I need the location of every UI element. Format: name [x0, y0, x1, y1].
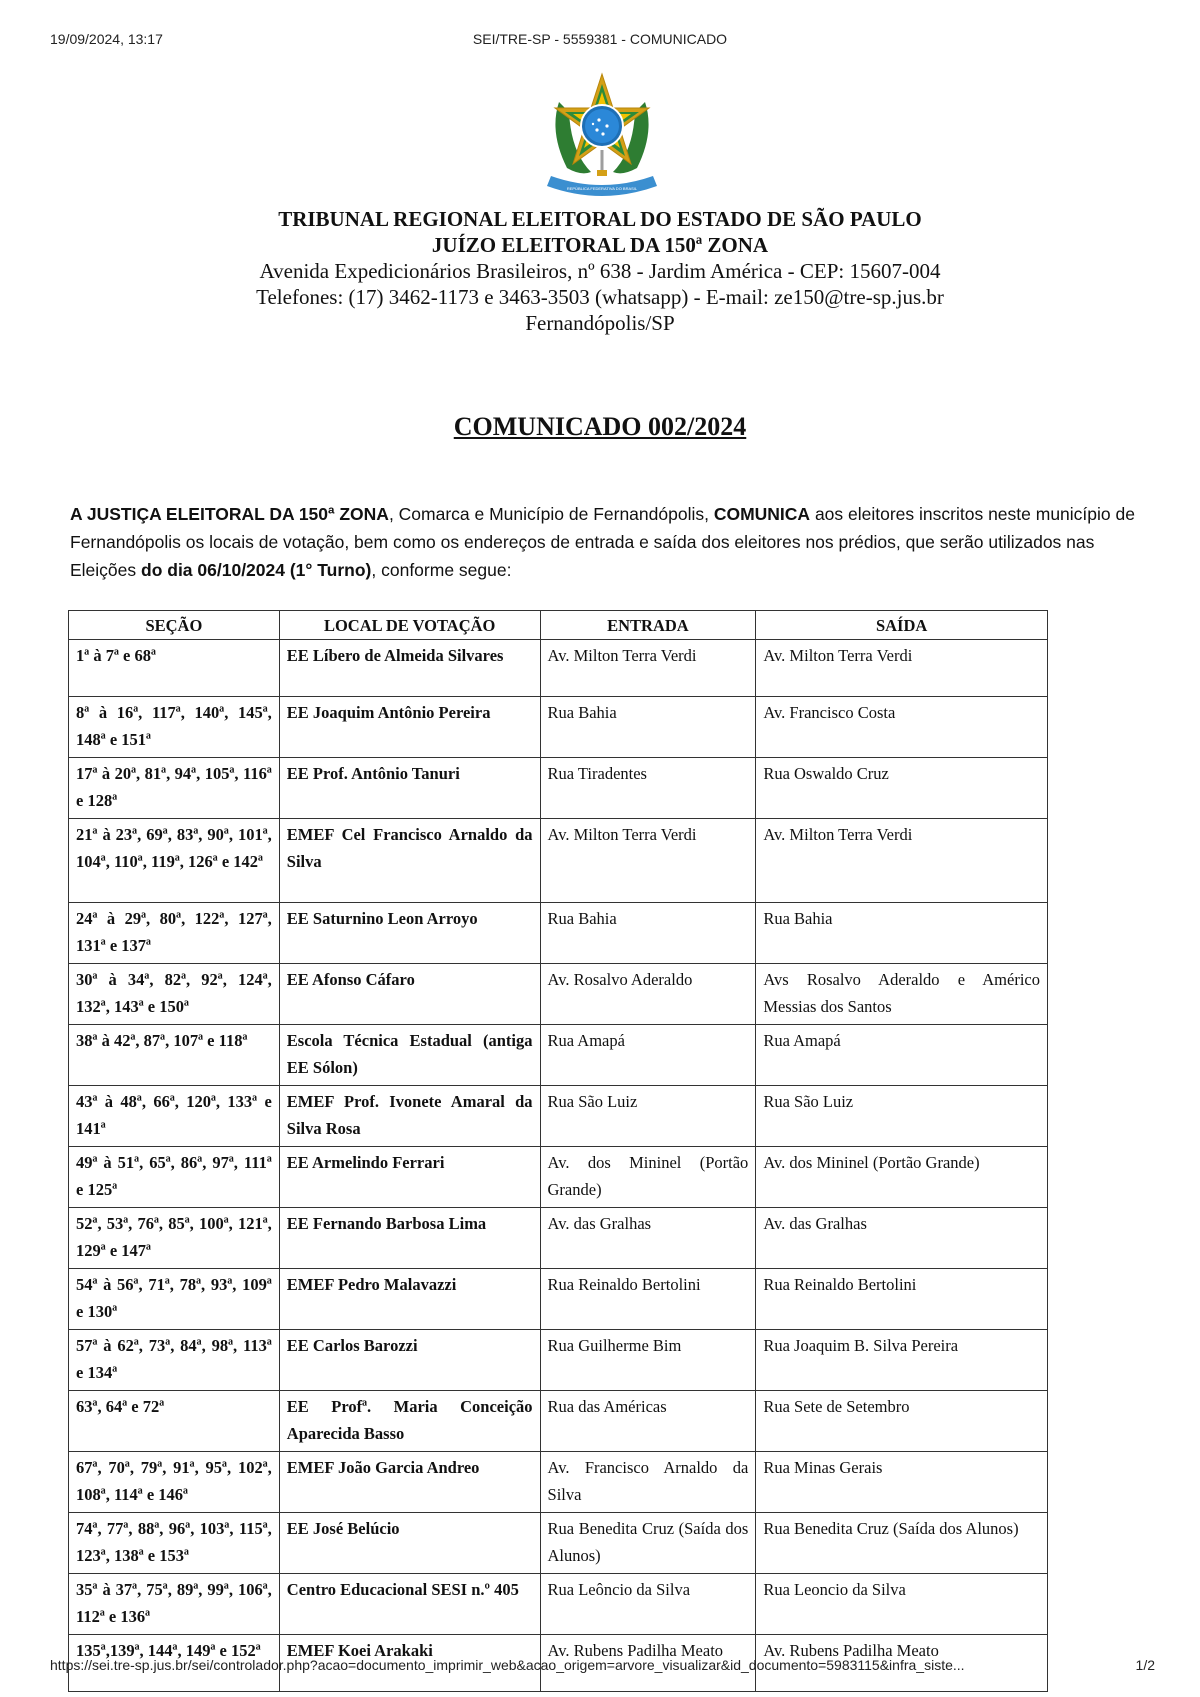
- org-name: TRIBUNAL REGIONAL ELEITORAL DO ESTADO DE SÃO PAULO: [278, 207, 922, 231]
- location-cell: EE Carlos Barozzi: [279, 1330, 540, 1391]
- header-local: LOCAL DE VOTAÇÃO: [279, 611, 540, 640]
- exit-cell: Rua Joaquim B. Silva Pereira: [756, 1330, 1048, 1391]
- location-cell: EE Fernando Barbosa Lima: [279, 1208, 540, 1269]
- location-cell: EE Saturnino Leon Arroyo: [279, 903, 540, 964]
- table-row: [69, 1452, 1048, 1513]
- intro-text-2: aos eleitores inscritos neste município de Fernandópolis os locais de votação, bem como os endereços de entrada e saída dos eleitores nos prédios, que serão utilizados nas Eleições: [70, 504, 1135, 580]
- section-cell: 49ª à 51ª, 65ª, 86ª, 97ª, 111ª e 125ª: [69, 1147, 280, 1208]
- table-row: [69, 1086, 1048, 1147]
- entrance-cell: Av. Francisco Arnaldo da Silva: [540, 1452, 756, 1513]
- intro-bold-1: A JUSTIÇA ELEITORAL DA 150ª ZONA: [70, 504, 389, 524]
- intro-paragraph: [70, 500, 1145, 584]
- exit-cell: Rua Amapá: [756, 1025, 1048, 1086]
- section-cell: 1ª à 7ª e 68ª: [69, 640, 280, 697]
- section-cell: 35ª à 37ª, 75ª, 89ª, 99ª, 106ª, 112ª e 136ª: [69, 1574, 280, 1635]
- org-address: Avenida Expedicionários Brasileiros, nº 638 - Jardim América - CEP: 15607-004: [259, 259, 941, 283]
- emblem-caption: REPÚBLICA FEDERATIVA DO BRASIL: [566, 186, 638, 191]
- entrance-cell: Av. Milton Terra Verdi: [540, 640, 756, 697]
- section-cell: 135ª,139ª, 144ª, 149ª e 152ª: [69, 1635, 280, 1692]
- section-cell: 21ª à 23ª, 69ª, 83ª, 90ª, 101ª, 104ª, 110ª, 119ª, 126ª e 142ª: [69, 819, 280, 903]
- table-row: [69, 1574, 1048, 1635]
- intro-bold-3: do dia 06/10/2024 (1° Turno): [141, 560, 372, 580]
- exit-cell: Av. das Gralhas: [756, 1208, 1048, 1269]
- exit-cell: Rua Minas Gerais: [756, 1452, 1048, 1513]
- section-cell: 8ª à 16ª, 117ª, 140ª, 145ª, 148ª e 151ª: [69, 697, 280, 758]
- location-cell: EE José Belúcio: [279, 1513, 540, 1574]
- section-cell: 17ª à 20ª, 81ª, 94ª, 105ª, 116ª e 128ª: [69, 758, 280, 819]
- entrance-cell: Rua São Luiz: [540, 1086, 756, 1147]
- intro-bold-2: COMUNICA: [713, 504, 811, 524]
- polling-locations-table: [68, 610, 1048, 1692]
- table-row: [69, 758, 1048, 819]
- entrance-cell: Av. das Gralhas: [540, 1208, 756, 1269]
- section-cell: 43ª à 48ª, 66ª, 120ª, 133ª e 141ª: [69, 1086, 280, 1147]
- exit-cell: Rua Reinaldo Bertolini: [756, 1269, 1048, 1330]
- entrance-cell: Rua Leôncio da Silva: [540, 1574, 756, 1635]
- exit-cell: Av. Francisco Costa: [756, 697, 1048, 758]
- table-row: [69, 964, 1048, 1025]
- location-cell: EMEF Koei Arakaki: [279, 1635, 540, 1692]
- entrance-cell: Rua Amapá: [540, 1025, 756, 1086]
- organization-header: [0, 206, 1200, 336]
- header-entrada: ENTRADA: [540, 611, 756, 640]
- table-row: [69, 1330, 1048, 1391]
- table-row: [69, 819, 1048, 903]
- entrance-cell: Rua Tiradentes: [540, 758, 756, 819]
- print-footer: [0, 1657, 1200, 1677]
- header-secao: SEÇÃO: [69, 611, 280, 640]
- page-number: 1/2: [1135, 1657, 1155, 1673]
- entrance-cell: Av. Rosalvo Aderaldo: [540, 964, 756, 1025]
- table-row: [69, 903, 1048, 964]
- location-cell: EE Profª. Maria Conceição Aparecida Basso: [279, 1391, 540, 1452]
- print-doc-title: SEI/TRE-SP - 5559381 - COMUNICADO: [472, 31, 728, 47]
- table-header-row: [69, 611, 1048, 640]
- org-city: Fernandópolis/SP: [525, 311, 675, 335]
- table-row: [69, 1513, 1048, 1574]
- exit-cell: Av. dos Mininel (Portão Grande): [756, 1147, 1048, 1208]
- exit-cell: Rua São Luiz: [756, 1086, 1048, 1147]
- exit-cell: Av. Rubens Padilha Meato: [756, 1635, 1048, 1692]
- table-row: [69, 1269, 1048, 1330]
- entrance-cell: Rua Bahia: [540, 697, 756, 758]
- table-row: [69, 1391, 1048, 1452]
- entrance-cell: Av. dos Mininel (Portão Grande): [540, 1147, 756, 1208]
- entrance-cell: Av. Milton Terra Verdi: [540, 819, 756, 903]
- location-cell: Escola Técnica Estadual (antiga EE Sólon): [279, 1025, 540, 1086]
- exit-cell: Av. Milton Terra Verdi: [756, 819, 1048, 903]
- location-cell: EE Líbero de Almeida Silvares: [279, 640, 540, 697]
- table-row: [69, 640, 1048, 697]
- section-cell: 38ª à 42ª, 87ª, 107ª e 118ª: [69, 1025, 280, 1086]
- entrance-cell: Rua Bahia: [540, 903, 756, 964]
- location-cell: EE Prof. Antônio Tanuri: [279, 758, 540, 819]
- print-header: [0, 31, 1200, 51]
- location-cell: Centro Educacional SESI n.º 405: [279, 1574, 540, 1635]
- entrance-cell: Rua Reinaldo Bertolini: [540, 1269, 756, 1330]
- print-datetime: 19/09/2024, 13:17: [50, 31, 163, 47]
- exit-cell: Rua Benedita Cruz (Saída dos Alunos): [756, 1513, 1048, 1574]
- exit-cell: Avs Rosalvo Aderaldo e Américo Messias dos Santos: [756, 964, 1048, 1025]
- entrance-cell: Rua das Américas: [540, 1391, 756, 1452]
- print-url: https://sei.tre-sp.jus.br/sei/controlador.php?acao=documento_imprimir_web&acao_origem=arvore_visualizar&id_documento=5983115&infra_siste...: [50, 1657, 965, 1673]
- table-row: [69, 1208, 1048, 1269]
- table-row: [69, 1025, 1048, 1086]
- section-cell: 30ª à 34ª, 82ª, 92ª, 124ª, 132ª, 143ª e 150ª: [69, 964, 280, 1025]
- location-cell: EE Afonso Cáfaro: [279, 964, 540, 1025]
- location-cell: EMEF Pedro Malavazzi: [279, 1269, 540, 1330]
- section-cell: 74ª, 77ª, 88ª, 96ª, 103ª, 115ª, 123ª, 138ª e 153ª: [69, 1513, 280, 1574]
- coat-of-arms-icon: [541, 72, 663, 198]
- exit-cell: Av. Milton Terra Verdi: [756, 640, 1048, 697]
- document-title: COMUNICADO 002/2024: [453, 412, 747, 441]
- exit-cell: Rua Leoncio da Silva: [756, 1574, 1048, 1635]
- section-cell: 57ª à 62ª, 73ª, 84ª, 98ª, 113ª e 134ª: [69, 1330, 280, 1391]
- intro-text-1: , Comarca e Município de Fernandópolis,: [388, 504, 714, 524]
- location-cell: EMEF João Garcia Andreo: [279, 1452, 540, 1513]
- location-cell: EE Armelindo Ferrari: [279, 1147, 540, 1208]
- section-cell: 52ª, 53ª, 76ª, 85ª, 100ª, 121ª, 129ª e 147ª: [69, 1208, 280, 1269]
- exit-cell: Rua Bahia: [756, 903, 1048, 964]
- section-cell: 54ª à 56ª, 71ª, 78ª, 93ª, 109ª e 130ª: [69, 1269, 280, 1330]
- org-zone: JUÍZO ELEITORAL DA 150ª ZONA: [431, 233, 769, 257]
- entrance-cell: Rua Guilherme Bim: [540, 1330, 756, 1391]
- exit-cell: Rua Oswaldo Cruz: [756, 758, 1048, 819]
- section-cell: 63ª, 64ª e 72ª: [69, 1391, 280, 1452]
- location-cell: EMEF Cel Francisco Arnaldo da Silva: [279, 819, 540, 903]
- header-saida: SAÍDA: [756, 611, 1048, 640]
- location-cell: EE Joaquim Antônio Pereira: [279, 697, 540, 758]
- intro-text-3: , conforme segue:: [371, 560, 512, 580]
- section-cell: 24ª à 29ª, 80ª, 122ª, 127ª, 131ª e 137ª: [69, 903, 280, 964]
- org-contacts: Telefones: (17) 3462-1173 e 3463-3503 (whatsapp) - E-mail: ze150@tre-sp.jus.br: [256, 285, 944, 309]
- exit-cell: Rua Sete de Setembro: [756, 1391, 1048, 1452]
- entrance-cell: Rua Benedita Cruz (Saída dos Alunos): [540, 1513, 756, 1574]
- location-cell: EMEF Prof. Ivonete Amaral da Silva Rosa: [279, 1086, 540, 1147]
- table-row: [69, 697, 1048, 758]
- section-cell: 67ª, 70ª, 79ª, 91ª, 95ª, 102ª, 108ª, 114ª e 146ª: [69, 1452, 280, 1513]
- entrance-cell: Av. Rubens Padilha Meato: [540, 1635, 756, 1692]
- table-row: [69, 1147, 1048, 1208]
